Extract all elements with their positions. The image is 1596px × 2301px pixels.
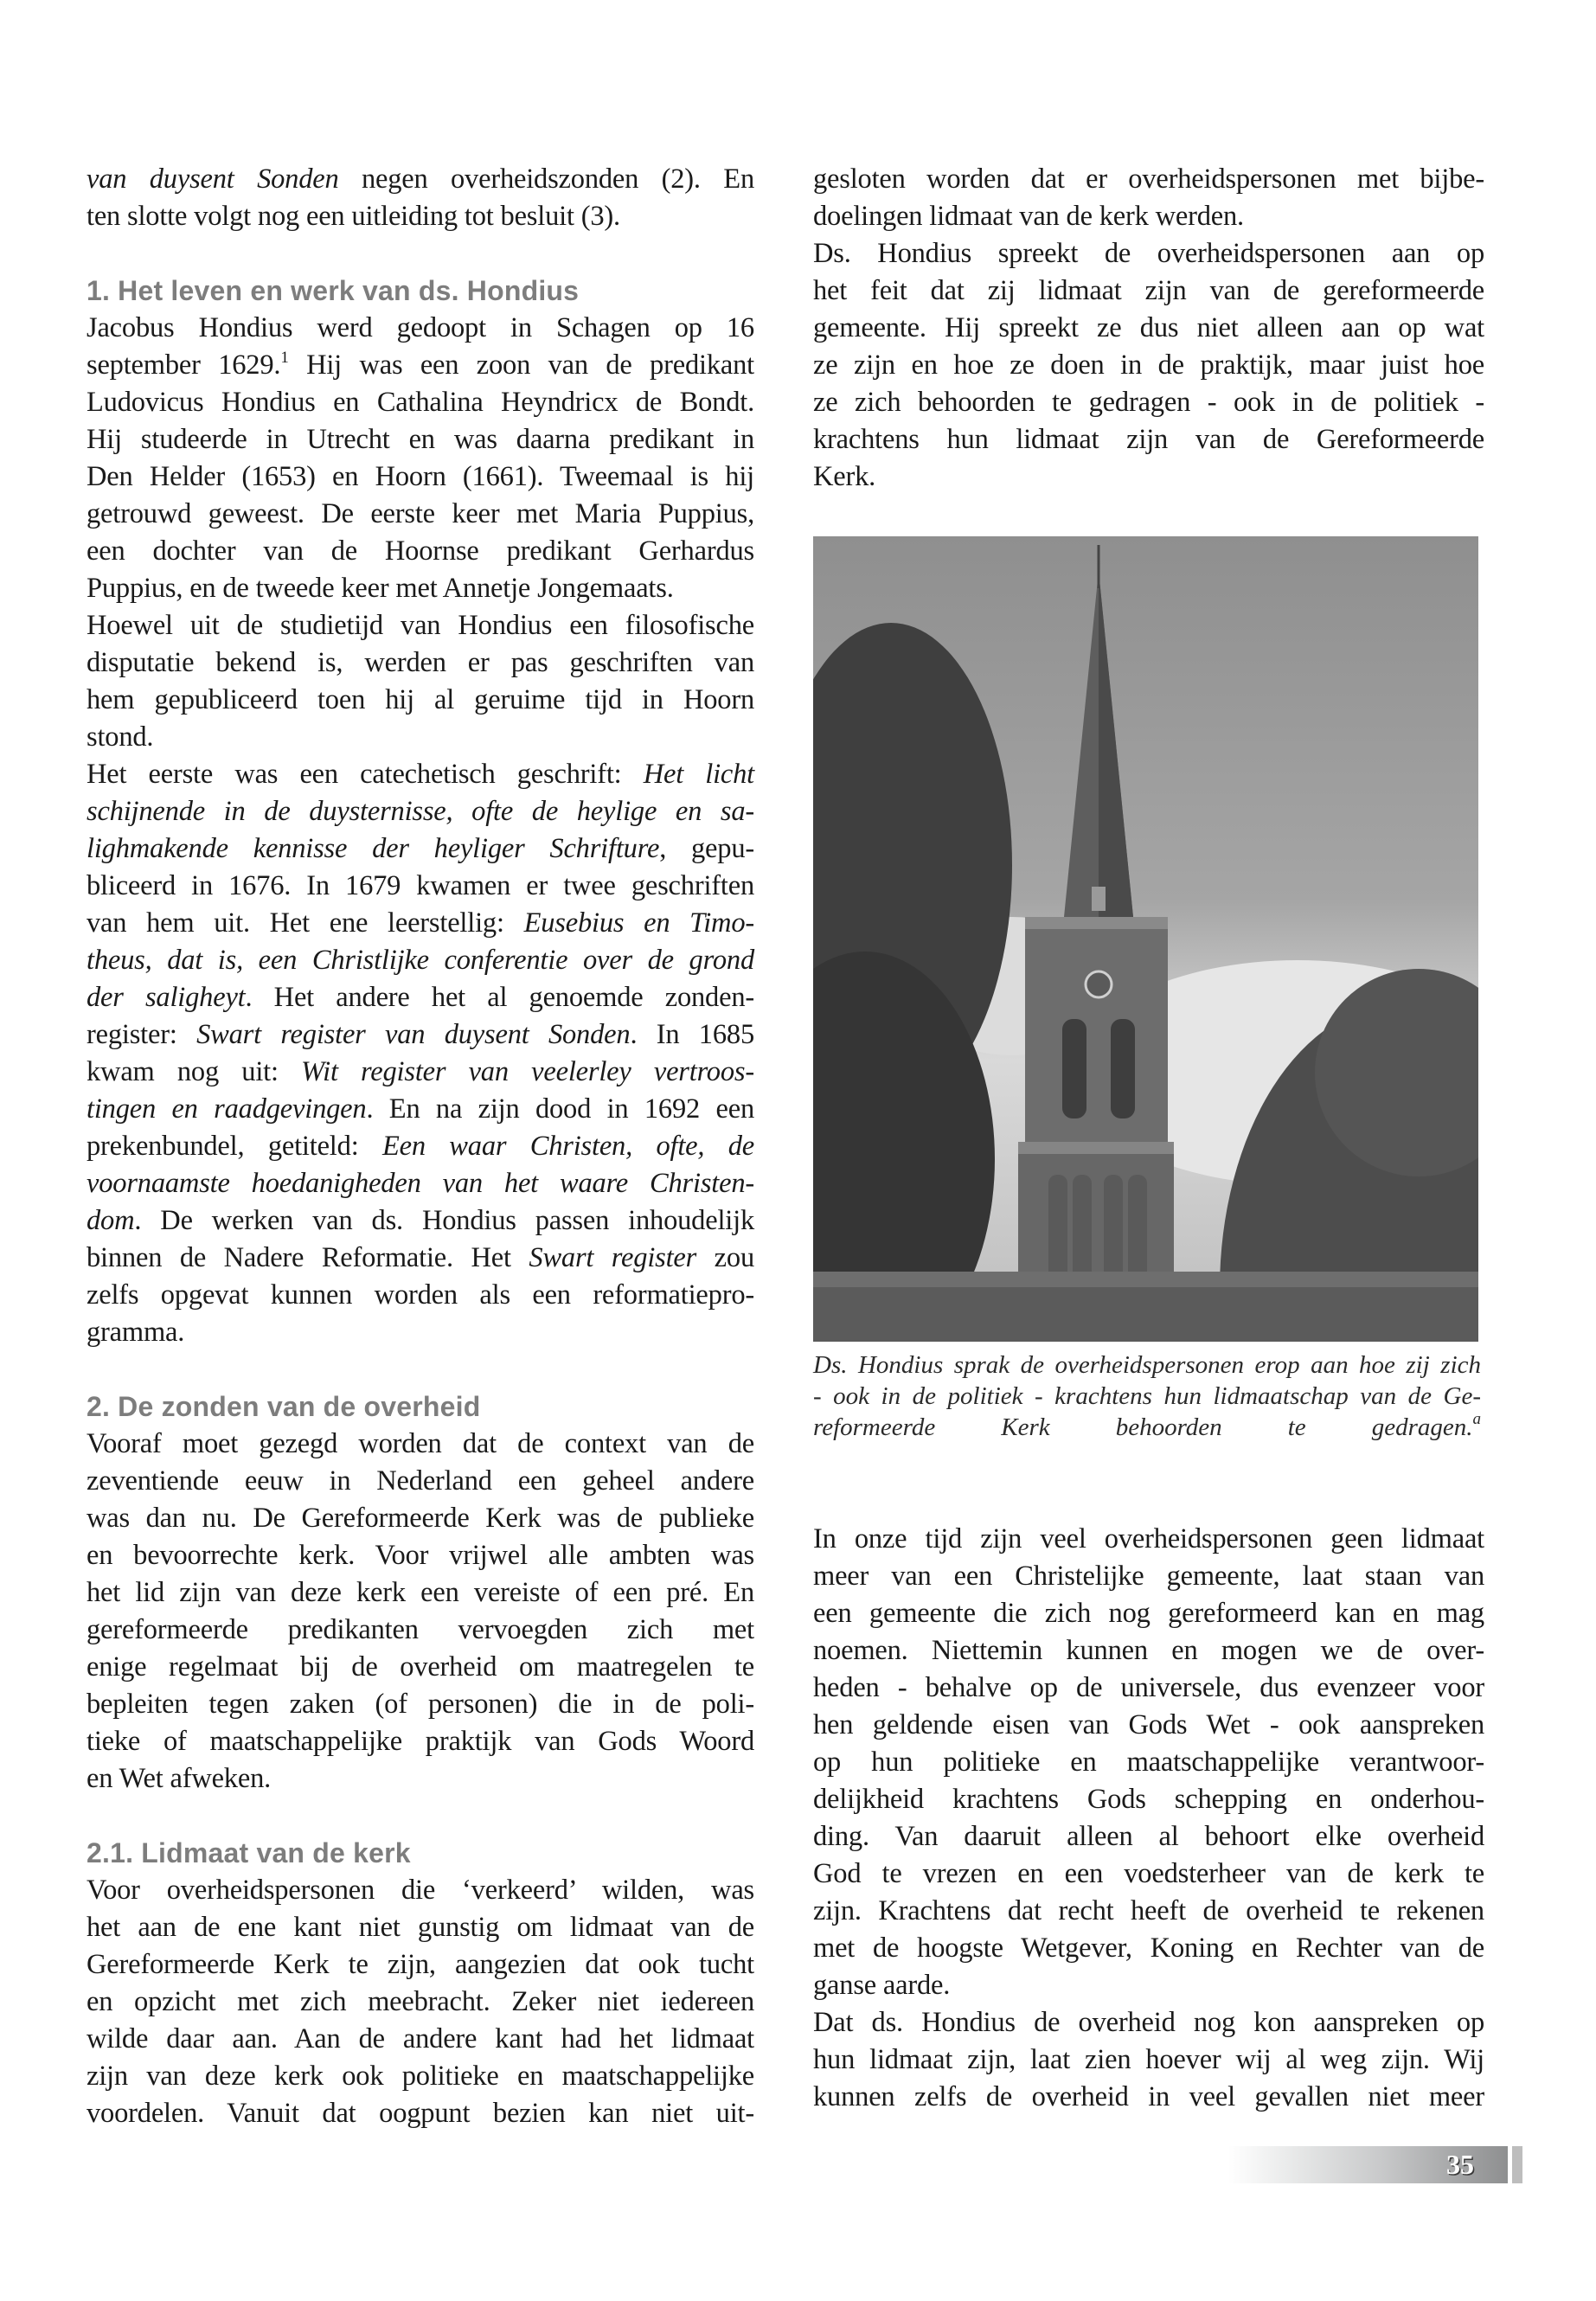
- section-heading-2-1: 2.1. Lidmaat van de kerk: [87, 1837, 411, 1868]
- text-line: en bevoorrechte kerk. Voor vrijwel alle ambten was: [87, 1540, 754, 1571]
- right-column-bottom: [813, 1521, 1484, 2116]
- text-line: hun lidmaat zijn, laat zien hoever wij al weg zijn. Wij: [813, 2044, 1484, 2075]
- text-line: en Wet afweken.: [87, 1763, 272, 1794]
- text-line: delijkheid krachtens Gods schepping en onderhou-: [813, 1784, 1484, 1815]
- intro-paragraph: [87, 161, 754, 235]
- italic-title: Eusebius en Timo-: [523, 907, 754, 939]
- text-line: voordelen. Vanuit dat oogpunt bezien kan niet uit-: [87, 2098, 754, 2129]
- text-line: zeventiende eeuw in Nederland een geheel andere: [87, 1465, 754, 1497]
- text-line: heden - behalve op de universele, dus evenzeer voor: [813, 1672, 1484, 1703]
- text-line: ganse aarde.: [813, 1970, 951, 2001]
- text-line: lighmakende kennisse der heyliger Schrifture, gepu-: [87, 833, 754, 864]
- text-line: Kerk.: [813, 461, 876, 492]
- footnote-marker: 1: [280, 349, 289, 367]
- text-line: Jacobus Hondius werd gedoopt in Schagen op 16: [87, 312, 754, 343]
- page-number: 35: [1446, 2149, 1474, 2180]
- text-line: doelingen lidmaat van de kerk werden.: [813, 201, 1244, 232]
- text-line: Gereformeerde Kerk te zijn, aangezien dat ook tucht: [87, 1949, 754, 1980]
- right-bottom-paragraph: [813, 1521, 1484, 2116]
- text-line: een dochter van de Hoornse predikant Gerhardus: [87, 535, 754, 567]
- right-top-paragraph: [813, 161, 1484, 496]
- text-line: Dat ds. Hondius de overheid nog kon aanspreken op: [813, 2007, 1484, 2038]
- section-2-1-body: [87, 1872, 754, 2132]
- text-line: ze zich behoorden te gedragen - ook in de politiek -: [813, 387, 1484, 418]
- text-line: binnen de Nadere Reformatie. Het Swart register zou: [87, 1242, 754, 1273]
- italic-title: dom: [87, 1205, 135, 1236]
- italic-title: Swart register van duysent Sonden: [196, 1019, 631, 1050]
- text-line: reformeerde Kerk behoorden te gedragen.$^a$: [813, 1410, 1481, 1441]
- page-number-bar-separator: [1512, 2146, 1522, 2183]
- section-1-body: [87, 310, 754, 1351]
- text-line: het feit dat zij lidmaat zijn van de gereformeerde: [813, 275, 1484, 306]
- italic-title: Swart register: [529, 1242, 697, 1273]
- spacer: [87, 1798, 754, 1835]
- text-line: prekenbundel, getiteld: Een waar Christen, ofte, de: [87, 1131, 755, 1162]
- text-line: der saligheyt. Het andere het al genoemde zonden-: [87, 982, 755, 1013]
- text-line: op hun politieke en maatschappelijke verantwoor-: [813, 1747, 1484, 1778]
- italic-title: Een waar Christen, ofte, de: [381, 1131, 755, 1162]
- spacer: [87, 235, 754, 272]
- text-line: ten slotte volgt nog een uitleiding tot besluit (3).: [87, 201, 620, 232]
- italic-title: van duysent Sonden: [87, 163, 339, 195]
- italic-title: Het licht: [643, 759, 754, 790]
- photo-caption: [813, 1349, 1481, 1443]
- text-line: van hem uit. Het ene leerstellig: Eusebius en Timo-: [87, 907, 754, 939]
- text-line: ding. Van daaruit alleen al behoort elke overheid: [813, 1821, 1484, 1852]
- text-line: dom. De werken van ds. Hondius passen inhoudelijk: [87, 1205, 754, 1236]
- text-line: Puppius, en de tweede keer met Annetje Jongemaats.: [87, 573, 674, 604]
- italic-title: theus, dat is, een Christlijke conferentie over de grond: [87, 945, 754, 976]
- left-column: [87, 161, 754, 2132]
- text-line: gesloten worden dat er overheidspersonen met bijbe-: [813, 163, 1484, 195]
- italic-title: schijnende in de duysternisse, ofte de heylige en sa-: [87, 796, 754, 827]
- text-line: [87, 1165, 754, 1202]
- text-line: register: Swart register van duysent Sonden. In 1685: [87, 1019, 755, 1050]
- text-line: Ds. Hondius spreekt de overheidspersonen aan op: [813, 238, 1484, 269]
- text-line: en opzicht met zich meebracht. Zeker niet iedereen: [87, 1986, 754, 2017]
- text-line: krachtens hun lidmaat zijn van de Gereformeerde: [813, 424, 1484, 455]
- text-line: disputatie bekend is, werden er pas geschriften van: [87, 647, 754, 678]
- text-line: - ook in de politiek - krachtens hun lidmaatschap van de Ge-: [813, 1382, 1481, 1410]
- text-line: Vooraf moet gezegd worden dat de context van de: [87, 1428, 754, 1459]
- text-line: stond.: [87, 721, 154, 753]
- church-photo: [813, 536, 1478, 1342]
- text-line: met de hoogste Wetgever, Koning en Rechter van de: [813, 1932, 1484, 1964]
- text-line: zelfs opgevat kunnen worden als een reformatiepro-: [87, 1279, 754, 1311]
- text-line: bepleiten tegen zaken (of personen) die in de poli-: [87, 1689, 754, 1720]
- text-line: zijn. Krachtens dat recht heeft de overheid te rekenen: [813, 1895, 1484, 1926]
- text-line: In onze tijd zijn veel overheidspersonen geen lidmaat: [813, 1523, 1484, 1554]
- text-line: gereformeerde predikanten vervoegden zich met: [87, 1614, 754, 1645]
- text-line: een gemeente die zich nog gereformeerd kan en mag: [813, 1598, 1484, 1629]
- italic-title: tingen en raadgevingen: [87, 1093, 367, 1125]
- text-line: het lid zijn van deze kerk een vereiste of een pré. En: [87, 1577, 754, 1608]
- text-line: tingen en raadgevingen. En na zijn dood in 1692 een: [87, 1093, 754, 1125]
- text-line: gramma.: [87, 1317, 185, 1348]
- right-column-top: [813, 161, 1484, 496]
- text-line: kunnen zelfs de overheid in veel gevallen niet meer: [813, 2081, 1484, 2112]
- text-line: hen geldende eisen van Gods Wet - ook aanspreken: [813, 1709, 1484, 1740]
- text-line: zijn van deze kerk ook politieke en maatschappelijke: [87, 2061, 754, 2092]
- text-line: was dan nu. De Gereformeerde Kerk was de publieke: [87, 1503, 754, 1534]
- text-line: het aan de ene kant niet gunstig om lidmaat van de: [87, 1912, 754, 1943]
- text-line: september 1629.$^1$ Hij was een zoon van de predikant: [87, 349, 754, 381]
- text-line: Voor overheidspersonen die ‘verkeerd’ wilden, was: [87, 1875, 754, 1906]
- text-line: Hoewel uit de studietijd van Hondius een filosofische: [87, 610, 754, 641]
- text-line: Het eerste was een catechetisch geschrift: Het licht: [87, 759, 754, 790]
- italic-title: voornaamste hoedanigheden van het waare Christen-: [87, 1168, 754, 1199]
- text-line: kwam nog uit: Wit register van veelerley vertroos-: [87, 1056, 754, 1087]
- church-tower-image: [813, 536, 1478, 1342]
- text-line: bliceerd in 1676. In 1679 kwamen er twee geschriften: [87, 870, 754, 901]
- italic-title: Wit register van veelerley vertroos-: [301, 1056, 754, 1087]
- text-line: Ludovicus Hondius en Cathalina Heyndricx de Bondt.: [87, 387, 754, 418]
- text-line: Den Helder (1653) en Hoorn (1661). Tweemaal is hij: [87, 461, 754, 492]
- text-line: tieke of maatschappelijke praktijk van Gods Woord: [87, 1726, 754, 1757]
- text-line: getrouwd geweest. De eerste keer met Maria Puppius,: [87, 498, 754, 529]
- text-line: hem gepubliceerd toen hij al geruime tijd in Hoorn: [87, 684, 754, 715]
- section-heading-2: 2. De zonden van de overheid: [87, 1391, 481, 1422]
- text-line: ze zijn en hoe ze doen in de praktijk, maar juist hoe: [813, 349, 1484, 381]
- section-2-body: [87, 1426, 754, 1798]
- text-line: [87, 793, 754, 830]
- text-line: wilde daar aan. Aan de andere kant had het lidmaat: [87, 2023, 754, 2054]
- text-line: God te vrezen en een voedsterheer van de kerk te: [813, 1858, 1484, 1889]
- text-line: enige regelmaat bij de overheid om maatregelen te: [87, 1651, 754, 1682]
- italic-title: lighmakende kennisse der heyliger Schrifture: [87, 833, 660, 864]
- section-heading-1: 1. Het leven en werk van ds. Hondius: [87, 275, 580, 306]
- text-line: van duysent Sonden negen overheidszonden (2). En: [87, 163, 754, 195]
- text-line: [87, 942, 754, 979]
- text-line: Hij studeerde in Utrecht en was daarna predikant in: [87, 424, 754, 455]
- text-line: meer van een Christelijke gemeente, laat staan van: [813, 1561, 1484, 1592]
- italic-title: der saligheyt: [87, 982, 246, 1013]
- text-line: Ds. Hondius sprak de overheidspersonen erop aan hoe zij zich: [813, 1351, 1481, 1379]
- text-line: gemeente. Hij spreekt ze dus niet alleen aan op wat: [813, 312, 1484, 343]
- spacer: [87, 1351, 754, 1388]
- footnote-marker: a: [1472, 1410, 1481, 1428]
- text-line: noemen. Niettemin kunnen en mogen we de over-: [813, 1635, 1484, 1666]
